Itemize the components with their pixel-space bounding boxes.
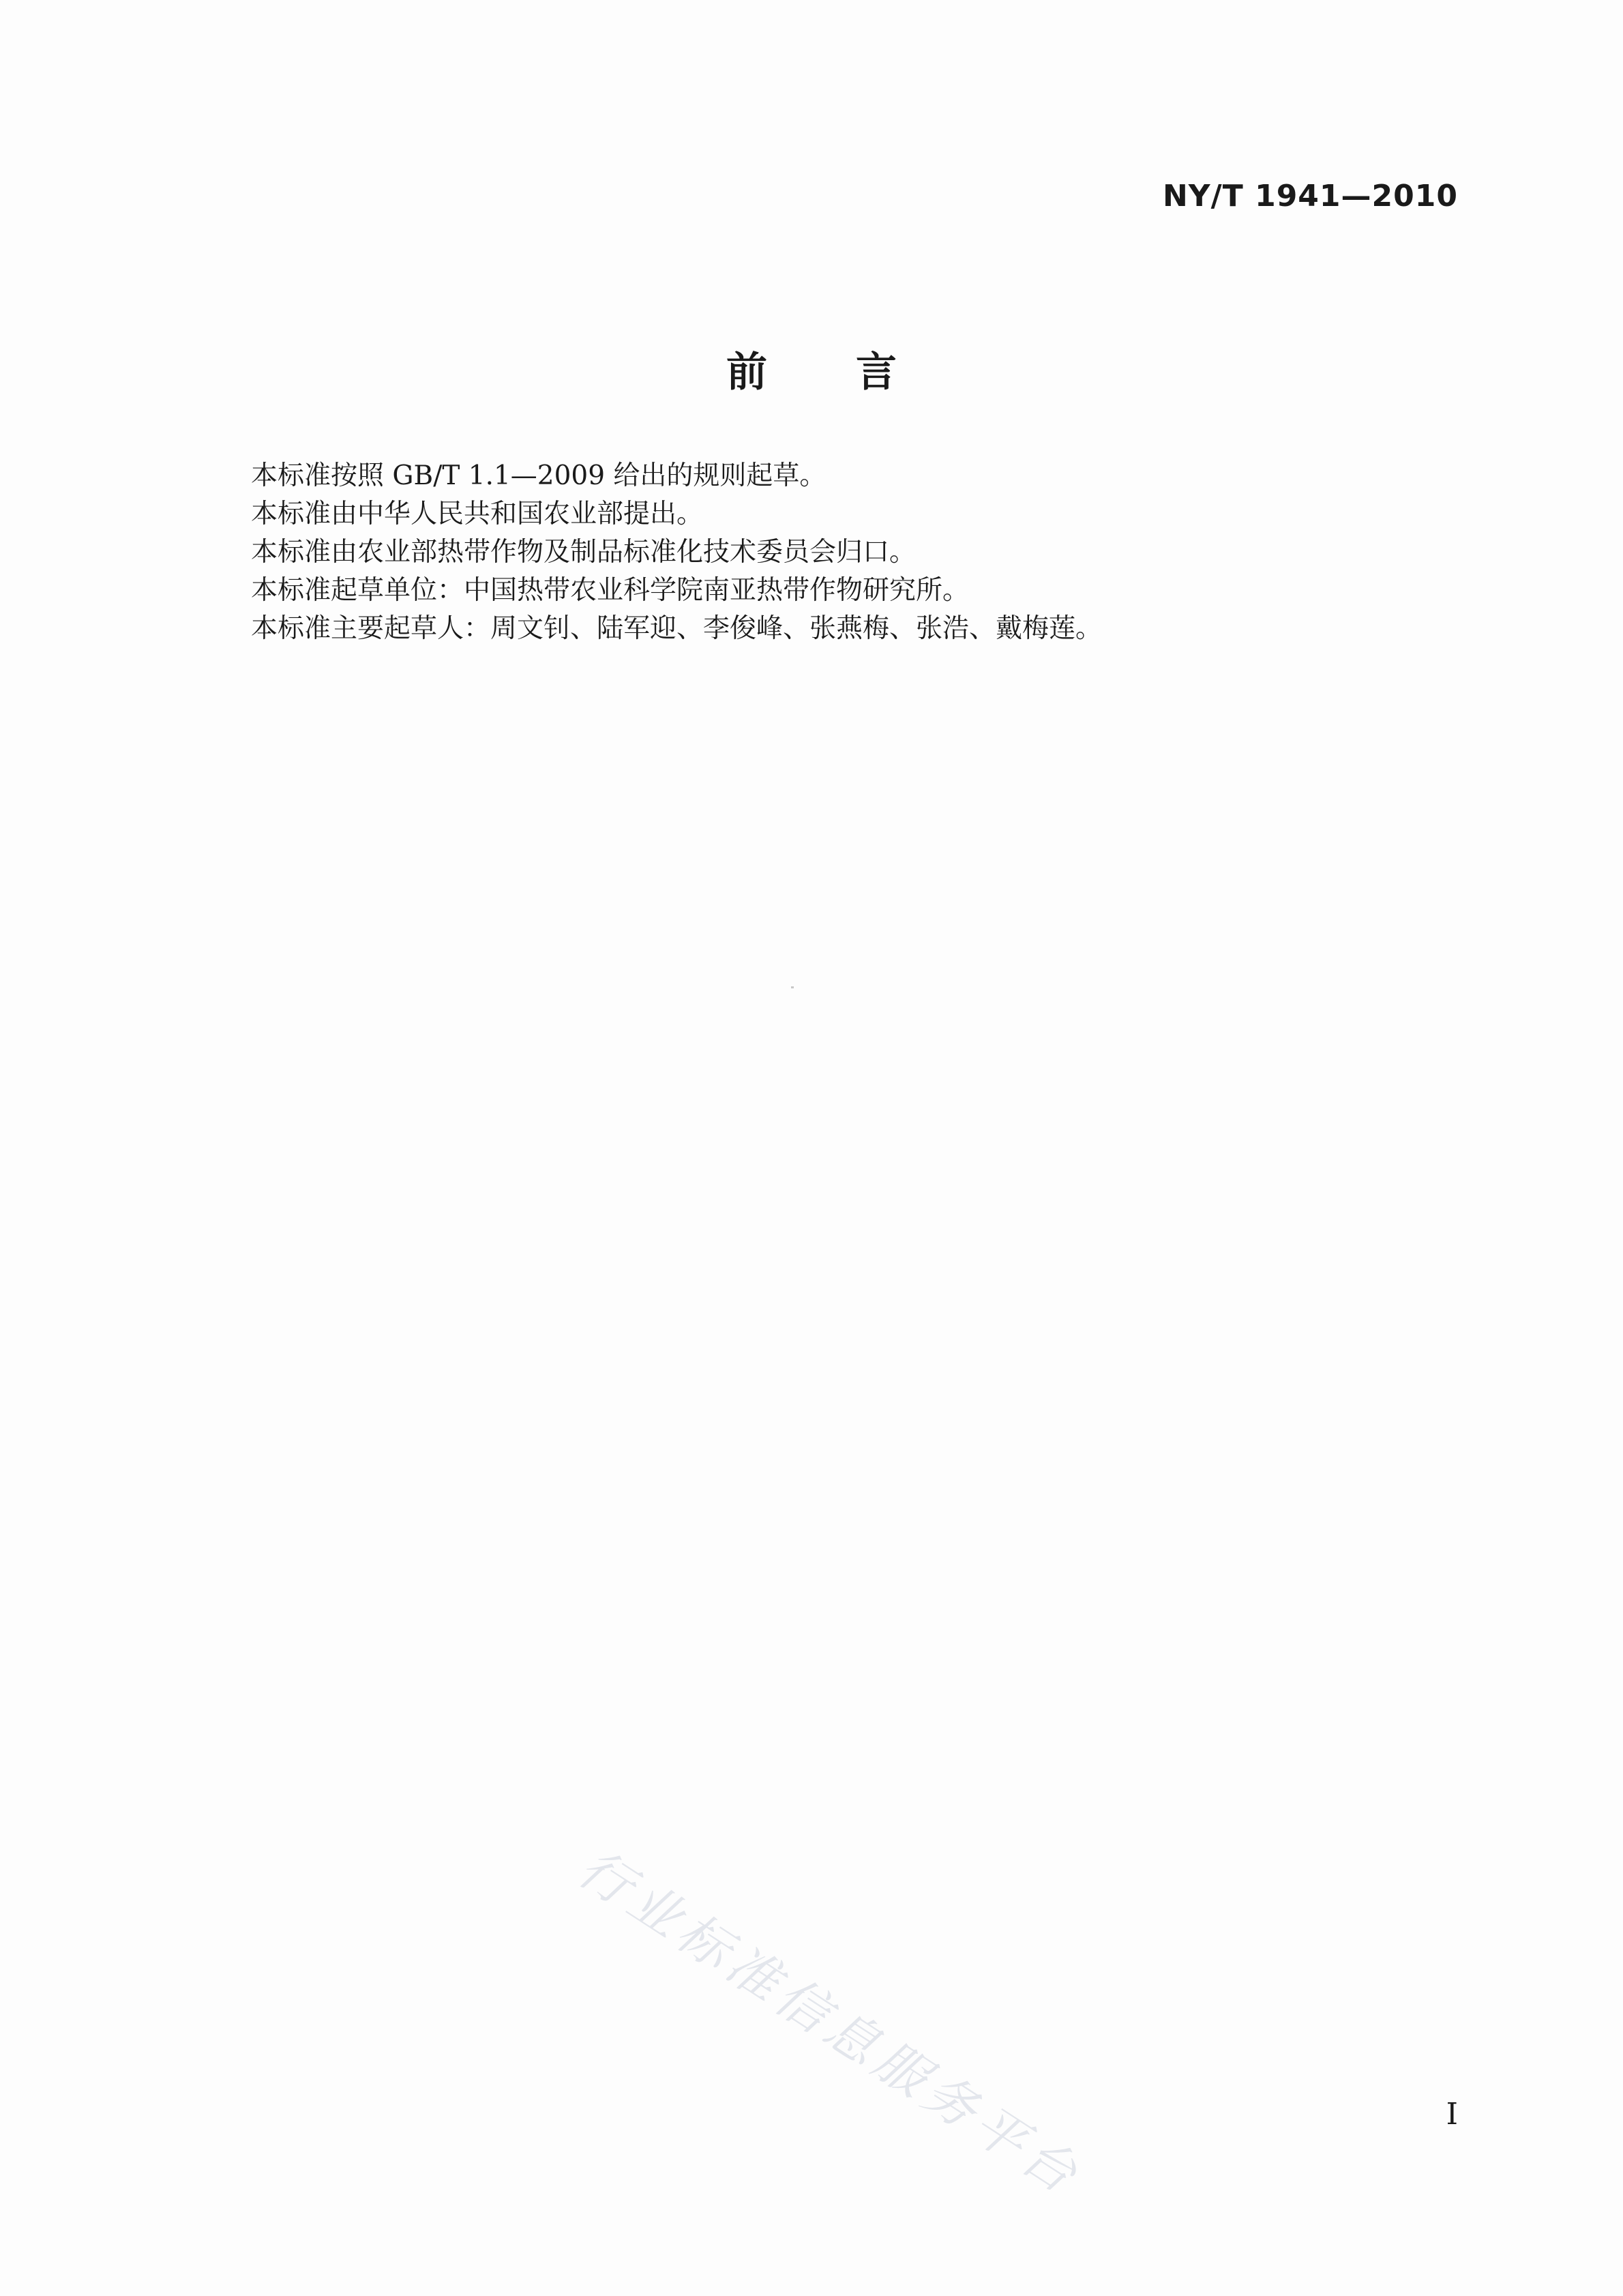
scan-speck xyxy=(791,986,794,988)
paragraph-drafting-unit: 本标准起草单位：中国热带农业科学院南亚热带作物研究所。 xyxy=(251,575,970,606)
standard-number: NY/T 1941—2010 xyxy=(1162,179,1458,214)
watermark: 行业标准信息服务平台 xyxy=(567,1837,1093,2208)
paragraph-committee: 本标准由农业部热带作物及制品标准化技术委员会归口。 xyxy=(251,537,917,568)
paragraph-drafters: 本标准主要起草人：周文钊、陆军迎、李俊峰、张燕梅、张浩、戴梅莲。 xyxy=(251,613,1103,644)
foreword-body xyxy=(251,457,1451,648)
page-number: I xyxy=(1446,2097,1458,2132)
paragraph-proposer: 本标准由中华人民共和国农业部提出。 xyxy=(251,499,704,529)
paragraph-drafting-rules: 本标准按照 GB/T 1.1—2009 给出的规则起草。 xyxy=(251,460,827,491)
page-title: 前言 xyxy=(726,349,985,396)
